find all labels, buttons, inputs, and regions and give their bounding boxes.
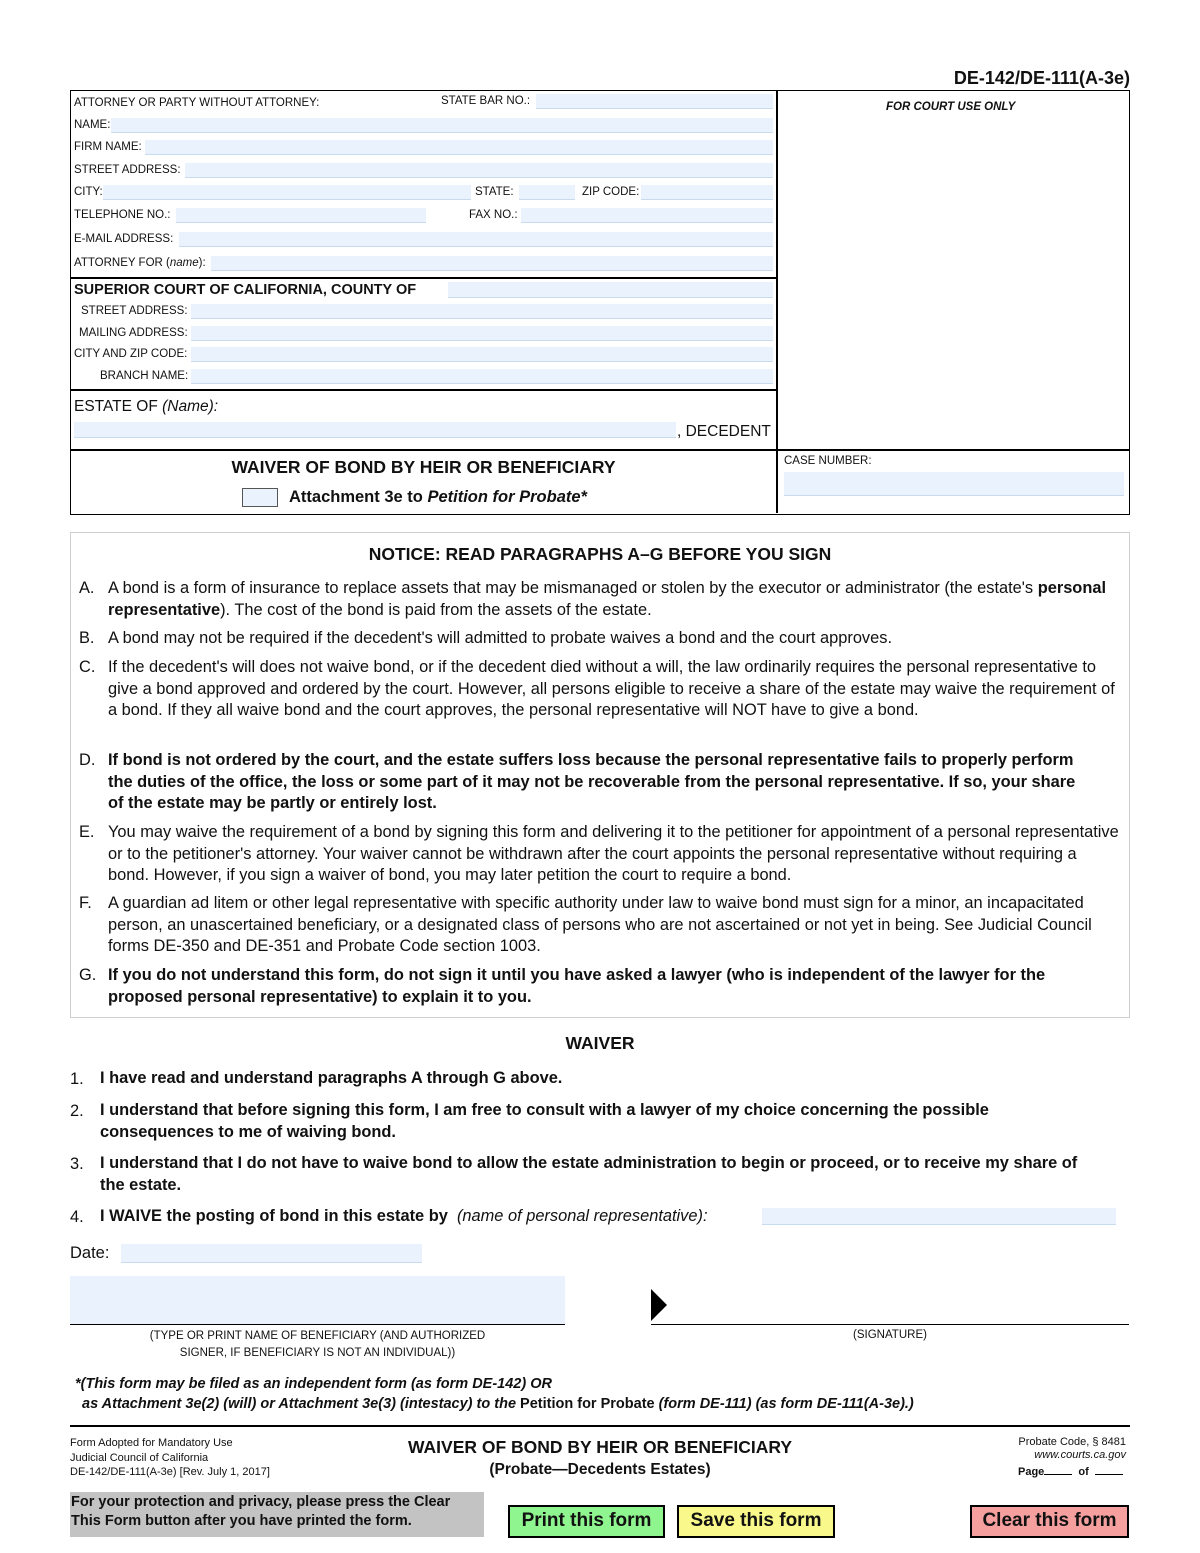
divider-court [71,277,777,279]
court-use-label: FOR COURT USE ONLY [886,101,1016,113]
attorney-name-field[interactable] [111,118,773,133]
date-field[interactable] [121,1244,422,1263]
court-city-field[interactable] [191,347,773,362]
paragraph-letter: G. [79,966,97,984]
date-label: Date: [70,1244,110,1262]
street-field[interactable] [185,163,773,178]
footer-left: Form Adopted for Mandatory Use Judicial Council of California DE-142/DE-111(A-3e) [Rev. July 1, 2017] [70,1437,270,1478]
paragraph-letter: F. [79,894,92,912]
signature-caption: (SIGNATURE) [853,1329,927,1341]
street-label: STREET ADDRESS: [74,164,181,176]
state-label: STATE: [475,186,514,198]
case-number-field[interactable] [784,472,1124,496]
fax-label: FAX NO.: [469,209,518,221]
footer-title: WAIVER OF BOND BY HEIR OR BENEFICIARY (Probate—Decedents Estates) [407,1437,793,1478]
footnote: *(This form may be filed as an independent form (as form DE-142) OR as Attachment 3e(2) (will) or Attachment 3e(3) (intestacy) to the Petition for Probate (form DE-111) (as form DE-111(A-3e).) [75,1376,914,1412]
print-button[interactable]: Print this form [508,1505,665,1538]
attachment-label: Attachment 3e to Petition for Probate* [289,488,587,506]
telephone-label: TELEPHONE NO.: [74,209,171,221]
court-mailing-field[interactable] [191,326,773,341]
notice-paragraph-e: E. You may waive the requirement of a bond by signing this form and delivering it to the petitioner for appointment of a personal representative or to the petitioner's attorney. Your waiver cannot be withdrawn after the court appoints the personal representative without requiring a bond. However, if you sign a waiver of bond, you may later petition the court to require a bond. [79,823,1119,884]
paragraph-letter: A. [79,579,95,597]
page-counter: Page of [1018,1466,1123,1478]
state-field[interactable] [519,185,575,200]
notice-paragraph-d: D. If bond is not ordered by the court, and the estate suffers loss because the personal representative fails to properly perform the duties of the office, the loss or some part of it may not be recoverable from the personal representative. If so, your share of the estate may be partly or entirely lost. [79,751,1076,812]
court-label: SUPERIOR COURT OF CALIFORNIA, COUNTY OF [74,282,417,298]
attorney-for-label: ATTORNEY FOR (name): [74,257,206,269]
attorney-label: ATTORNEY OR PARTY WITHOUT ATTORNEY: [74,97,320,109]
beneficiary-name-caption: (TYPE OR PRINT NAME OF BENEFICIARY (AND AUTHORIZED SIGNER, IF BENEFICIARY IS NOT AN INDIVIDUAL)) [149,1330,486,1359]
telephone-field[interactable] [176,208,426,223]
decedent-label: , DECEDENT [677,423,771,440]
signature-arrow-icon [651,1289,667,1321]
paragraph-letter: D. [79,751,96,769]
paragraph-letter: B. [79,629,95,647]
signature-line[interactable] [651,1324,1129,1325]
privacy-notice: For your protection and privacy, please press the Clear This Form button after you have printed the form. [70,1492,484,1537]
county-field[interactable] [448,282,773,298]
divider-estate [71,389,777,391]
firm-name-label: FIRM NAME: [74,141,142,153]
court-mailing-label: MAILING ADDRESS: [79,327,188,339]
email-label: E-MAIL ADDRESS: [74,233,174,245]
firm-name-field[interactable] [145,140,773,155]
court-city-label: CITY AND ZIP CODE: [74,348,188,360]
city-label: CITY: [74,186,103,198]
court-branch-field[interactable] [191,369,773,384]
zip-label: ZIP CODE: [582,186,640,198]
estate-label: ESTATE OF (Name): [74,398,219,415]
estate-name-field[interactable] [74,422,676,438]
notice-paragraph-g: G. If you do not understand this form, do not sign it until you have asked a lawyer (who is independent of the lawyer for the proposed personal representative) to explain it to you. [79,966,1046,1006]
attachment-checkbox[interactable] [242,488,278,507]
divider-title [71,449,1129,451]
attorney-for-field[interactable] [211,256,773,271]
notice-paragraph-c: C. If the decedent's will does not waive bond, or if the decedent died without a will, the law ordinarily requires the personal representative to give a bond approved and ordered by the court. However, all persons eligible to receive a share of the estate may waive the requirement of a bond. If they all waive bond and the court approves, the personal representative will NOT have to give a bond. [79,658,1115,719]
save-button[interactable]: Save this form [677,1505,835,1538]
footer-rule [70,1425,1130,1427]
court-street-field[interactable] [191,304,773,319]
waiver-item-2: 2. I understand that before signing this form, I am free to consult with a lawyer of my choice concerning the possible consequences to me of waiving bond. [70,1101,989,1141]
notice-paragraph-a: A. A bond is a form of insurance to replace assets that may be mismanaged or stolen by the executor or administrator (the estate's personal representative). The cost of the bond is paid from the assets of the estate. [79,579,1107,619]
beneficiary-name-field[interactable] [70,1276,565,1324]
form-title: WAIVER OF BOND BY HEIR OR BENEFICIARY [231,457,616,477]
case-number-label: CASE NUMBER: [784,455,872,467]
court-street-label: STREET ADDRESS: [81,305,188,317]
waiver-item-3: 3. I understand that I do not have to waive bond to allow the estate administration to begin or proceed, or to receive my share of the estate. [70,1154,1078,1194]
zip-field[interactable] [641,185,773,200]
notice-paragraph-f: F. A guardian ad litem or other legal representative with specific authority under law to waive bond must sign for a minor, an incapacitated person, an unascertained beneficiary, or a designated class of persons who are not ascertained or not yet in being. See Judicial Council forms DE-350 and DE-351 and Probate Code section 1003. [79,894,1092,955]
page-total-field[interactable] [1095,1474,1123,1475]
court-branch-label: BRANCH NAME: [100,370,189,382]
state-bar-field[interactable] [536,94,773,109]
personal-representative-field[interactable] [762,1208,1116,1225]
state-bar-label: STATE BAR NO.: [441,95,531,107]
clear-button[interactable]: Clear this form [970,1505,1129,1538]
waiver-item-4: 4. I WAIVE the posting of bond in this estate by (name of personal representative): [70,1207,708,1226]
waiver-title: WAIVER [565,1033,635,1053]
footer-right: Probate Code, § 8481 www.courts.ca.gov [1018,1436,1126,1461]
notice-paragraph-b: B. A bond may not be required if the decedent's will admitted to probate waives a bond and the court approves. [79,628,1119,650]
waiver-item-1: 1. I have read and understand paragraphs A through G above. [70,1069,563,1088]
notice-box [70,532,1130,1018]
paragraph-letter: E. [79,823,95,841]
form-number: DE-142/DE-111(A-3e) [953,68,1130,88]
page-field[interactable] [1044,1474,1072,1475]
paragraph-letter: C. [79,658,96,676]
fax-field[interactable] [521,208,773,223]
beneficiary-name-line [70,1324,565,1325]
name-label: NAME: [74,119,111,131]
caption-box [70,90,1130,515]
notice-title: NOTICE: READ PARAGRAPHS A–G BEFORE YOU SIGN [368,544,832,564]
email-field[interactable] [179,232,773,247]
city-field[interactable] [103,185,471,200]
